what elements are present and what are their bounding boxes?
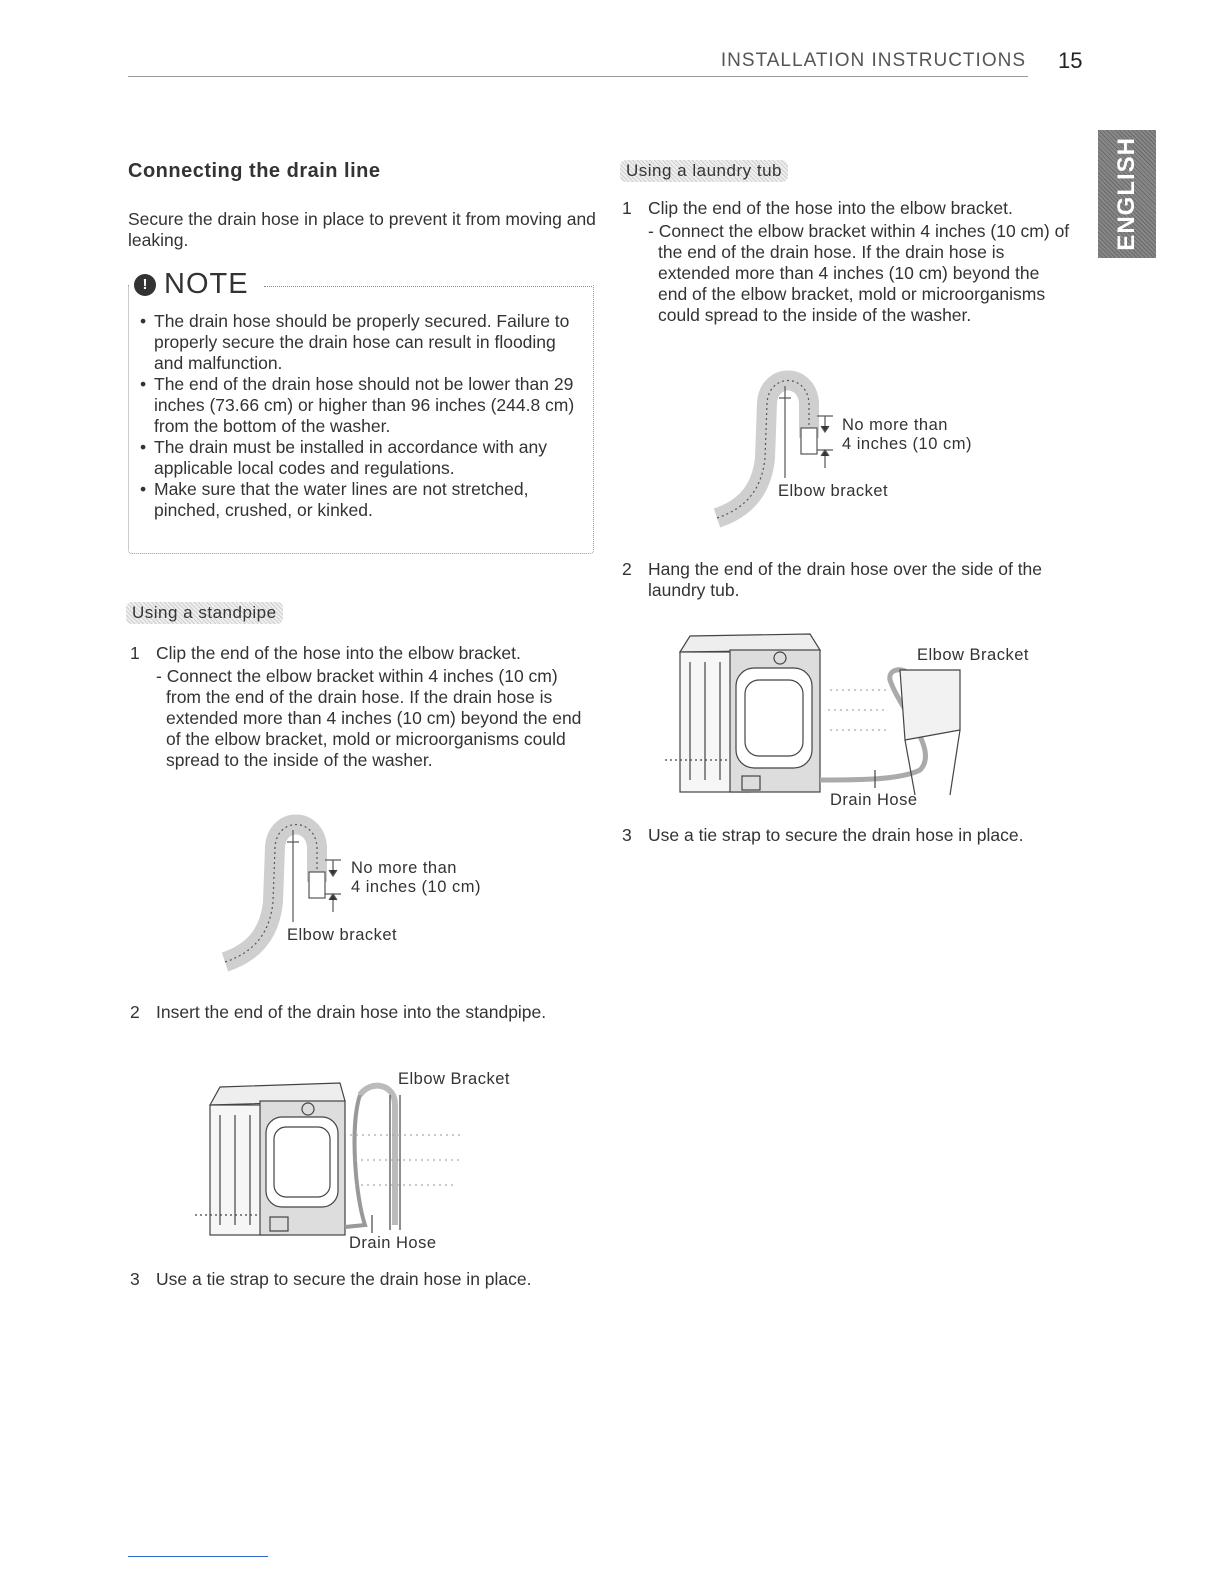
tub-step-3 xyxy=(622,825,1082,846)
step-number: 3 xyxy=(130,1269,140,1289)
drain-hose-callout: Drain Hose xyxy=(349,1234,437,1252)
note-rule xyxy=(264,286,592,288)
note-header xyxy=(134,268,253,301)
tub-step-1 xyxy=(622,198,1072,326)
step-text: Clip the end of the hose into the elbow bracket. xyxy=(648,198,1013,218)
intro-text: Secure the drain hose in place to prevent it from moving and leaking. xyxy=(128,209,596,250)
step-number: 1 xyxy=(130,643,140,663)
diagram-label: Elbow bracket xyxy=(778,482,889,500)
diagram-label: No more than xyxy=(351,859,457,877)
step-detail: - Connect the elbow bracket within 4 inches (10 cm) of the end of the drain hose. If the drain hose is extended more than 4 inches (10 cm) beyond the end of the elbow bracket, mold or microorganisms could spread to the inside of the washer. xyxy=(648,221,1070,325)
diagram-label: No more than xyxy=(842,416,948,434)
note-item: • The drain hose should be properly secured. Failure to properly secure the drain hose can result in flooding and malfunction. xyxy=(136,311,576,374)
footer-rule xyxy=(128,1556,268,1557)
tub-step-2 xyxy=(622,559,1072,601)
running-header: INSTALLATION INSTRUCTIONS xyxy=(720,50,1026,71)
step-number: 1 xyxy=(622,198,632,218)
step-number: 2 xyxy=(622,559,632,579)
step-text: Use a tie strap to secure the drain hose in place. xyxy=(648,825,1024,845)
left-column xyxy=(128,160,598,251)
step-number: 2 xyxy=(130,1002,140,1022)
laundry-tub-subhead: Using a laundry tub xyxy=(620,160,788,182)
step-text: Hang the end of the drain hose over the side of the laundry tub. xyxy=(648,559,1043,600)
standpipe-step-3 xyxy=(130,1269,600,1290)
step-number: 3 xyxy=(622,825,632,845)
step-text: Use a tie strap to secure the drain hose in place. xyxy=(156,1269,532,1289)
diagram-label: 4 inches (10 cm) xyxy=(842,435,972,453)
drain-hose-callout: Drain Hose xyxy=(830,791,918,809)
note-list xyxy=(136,311,576,521)
elbow-bracket-callout: Elbow Bracket xyxy=(398,1070,510,1088)
section-title: Connecting the drain line xyxy=(128,160,381,182)
language-tab-label: ENGLISH xyxy=(1113,137,1140,251)
laundry-tub-subhead-wrap xyxy=(620,160,788,182)
diagram-label: Elbow bracket xyxy=(287,926,398,944)
note-item: • The end of the drain hose should not be lower than 29 inches (73.66 cm) or higher than 96 inches (244.8 cm) from the bottom of the washer. xyxy=(136,374,576,437)
standpipe-subhead-wrap xyxy=(126,602,283,624)
standpipe-subhead: Using a standpipe xyxy=(126,602,283,624)
washer-standpipe-diagram xyxy=(190,1065,480,1245)
note-label: NOTE xyxy=(164,268,249,300)
step-text: Clip the end of the hose into the elbow bracket. xyxy=(156,643,521,663)
standpipe-step-2 xyxy=(130,1002,570,1023)
note-item: • The drain must be installed in accordance with any applicable local codes and regulations. xyxy=(136,437,576,479)
page-number: 15 xyxy=(1058,48,1083,73)
header-divider xyxy=(128,76,1028,77)
washer-standpipe-illustration xyxy=(190,1065,480,1245)
step-detail: - Connect the elbow bracket within 4 inches (10 cm) from the end of the drain hose. If the drain hose is extended more than 4 inches (10 cm) beyond the end of the elbow bracket, mold or microorganisms could spread to the inside of the washer. xyxy=(156,666,582,770)
language-tab xyxy=(1098,130,1156,258)
step-text: Insert the end of the drain hose into the standpipe. xyxy=(156,1002,547,1022)
elbow-bracket-callout: Elbow Bracket xyxy=(917,646,1029,664)
diagram-label: 4 inches (10 cm) xyxy=(351,878,481,896)
note-item: • Make sure that the water lines are not stretched, pinched, crushed, or kinked. xyxy=(136,479,576,521)
warning-icon: ! xyxy=(134,274,156,296)
standpipe-step-1 xyxy=(130,643,590,771)
